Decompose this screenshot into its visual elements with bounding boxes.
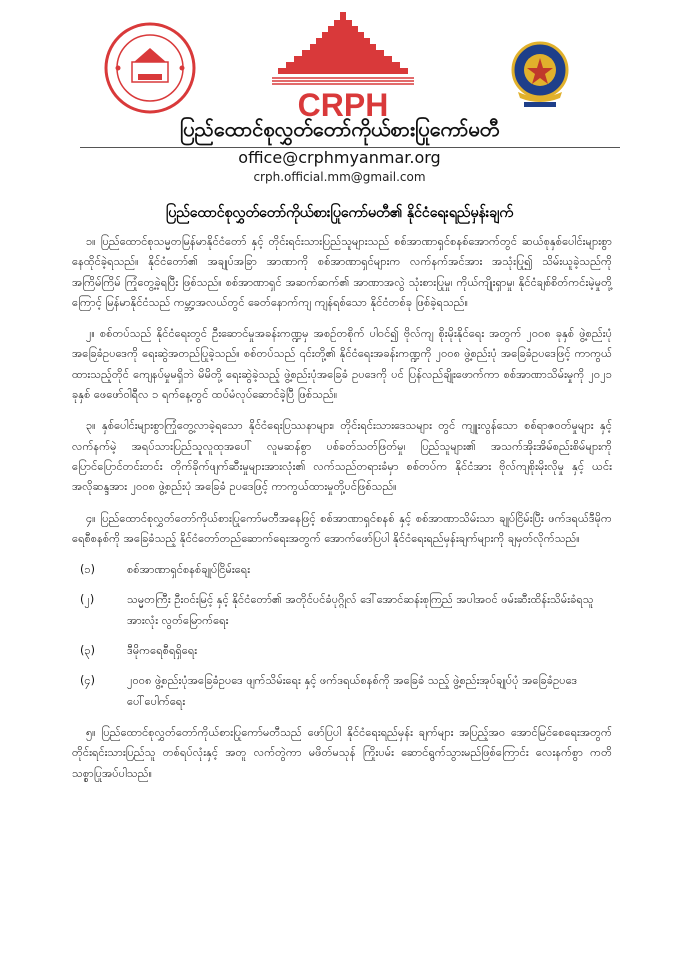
list-item-number: (၄) xyxy=(80,674,96,688)
list-item-number: (၃) xyxy=(80,644,96,658)
list-item xyxy=(72,590,612,631)
email-secondary[interactable]: crph.official.mm@gmail.com xyxy=(253,170,426,184)
paragraph-1: ၁။ ပြည်ထောင်စုသမ္မတမြန်မာနိုင်ငံတော် နှင့် တိုင်းရင်းသားပြည်သူများသည် စစ်အာဏာရှင်စနစ်အောက်တွင် ဆယ်စုနှစ်ပေါင်းများစွာ နေထိုင်ခဲ့ရသည်။ နိုင်ငံတော်၏ အချုပ်အခြာ အာဏာကို စစ်အာဏာရှင်များက လက်နက်အင်အား အသုံးပြု၍ သိမ်းယူခဲ့သည်ကို အကြိမ်ကြိမ် ကြုံတွေ့ခဲ့ရပြီး ဖြစ်သည်။ စစ်အာဏာရှင် အဆက်ဆက်၏ အာဏာအလွဲ သုံးစားပြုမှု၊ ကိုယ်ကျိုးရှာမှု၊ နိုင်ငံချစ်စိတ်ကင်းမဲ့မှုတို့ကြောင့် မြန်မာနိုင်ငံသည် ကမ္ဘာ့အလယ်တွင် ခေတ်နောက်ကျ ကျန်ရစ်သော နိုင်ငံတစ်ခု ဖြစ်ခဲ့ရသည်။ xyxy=(72,235,612,309)
paragraph-3: ၃။ နှစ်ပေါင်းများစွာကြုံတွေ့လာခဲ့ရသော နိုင်ငံရေးပြဿနာများ၊ တိုင်းရင်းသားဒေသများ တွင် ကျူးလွန်သော စစ်ရာဇဝတ်မှုများ နှင့် လက်နက်မဲ့ အရပ်သားပြည်သူလူထုအပေါ် လူမဆန်စွာ ပစ်ခတ်သတ်ဖြတ်မှု၊ ပြည်သူများ၏ အသက်အိုးအိမ်စည်းစိမ်များကို ပြောင်ပြောင်တင်းတင်း တိုက်ခိုက်ဖျက်ဆီးမှုများအားလုံး၏ လက်သည်တရားခံမှာ စစ်တပ်က နိုင်ငံအား ဗိုလ်ကျစိုးမိုးလိုမှု နှင့် ယင်းအလိုဆန္ဒအား ၂၀၀၈ ဖွဲ့စည်းပုံ အခြေခံ ဥပဒေဖြင့် ကာကွယ်ထားမှုတို့ပင်ဖြစ်သည်။ xyxy=(72,419,612,494)
document-heading: ပြည်ထောင်စုလွှတ်တော်ကိုယ်စားပြုကော်မတီ၏ နိုင်ငံရေးရည်မှန်းချက် xyxy=(165,205,514,221)
list-item-text: ဒီမိုကရေစီရရှိရေး xyxy=(127,644,198,658)
list-item-text: ၂၀၀၈ ဖွဲ့စည်းပုံအခြေခံဥပဒေ ဖျက်သိမ်းရေး နှင့် ဖက်ဒရယ်စနစ်ကို အခြေခံ သည့် ဖွဲ့စည်းအုပ်ချုပ်ပုံ အခြေခံဥပဒေ ပေါ်ပေါက်ရေး xyxy=(127,674,578,708)
list-item-number: (၁) xyxy=(80,563,96,577)
crph-seal-logo xyxy=(104,22,196,114)
list-item-text: စစ်အာဏာရှင်စနစ်ချုပ်ငြိမ်းရေး xyxy=(127,563,251,577)
letterhead-title: ပြည်ထောင်စုလွှတ်တော်ကိုယ်စားပြုကော်မတီ xyxy=(179,117,500,141)
list-item xyxy=(72,560,612,580)
objectives-list xyxy=(72,560,612,712)
paragraph-5: ၅။ ပြည်ထောင်စုလွှတ်တော်ကိုယ်စားပြုကော်မတီသည် ဖော်ပြပါ နိုင်ငံရေးရည်မှန်း ချက်များ အပြည့်အဝ အောင်မြင်စေရေးအတွက် တိုင်းရင်းသားပြည်သူ တစ်ရပ်လုံးနှင့် အတူ လက်တွဲကာ မဖိတ်မသုန် ကြိုးပမ်း ဆောင်ရွက်သွားမည်ဖြစ်ကြောင်း လေးနက်စွာ ကတိသစ္စာပြုအပ်ပါသည်။ xyxy=(72,725,612,780)
paragraph-2: ၂။ စစ်တပ်သည် နိုင်ငံရေးတွင် ဦးဆောင်မှုအခန်းကဏ္ဍမှ အစဉ်တစိုက် ပါဝင်၍ ဗိုလ်ကျ စိုးမိုးနိုင်ရေး အတွက် ၂၀၀၈ ခုနှစ် ဖွဲ့စည်းပုံအခြေခံဥပဒေကို ရေးဆွဲအတည်ပြုခဲ့သည်။ စစ်တပ်သည် ၎င်းတို့၏ နိုင်ငံရေးအခန်းကဏ္ဍကို ၂၀၀၈ ဖွဲ့စည်းပုံ အခြေခံဥပဒေဖြင့် ကာကွယ်ထားသည့်တိုင် ကျေနပ်မှုမရှိဘဲ မိမိတို့ ရေးဆွဲခဲ့သည့် ဖွဲ့စည်းပုံအခြေခံ ဥပဒေကို ပင် ပြန်လည်ချိုးဖောက်ကာ စစ်အာဏာသိမ်းမှုကို ၂၀၂၁ ခုနှစ် ဖေဖော်ဝါရီလ ၁ ရက်နေ့တွင် ထပ်မံလုပ်ဆောင်ခဲ့ပြီ ဖြစ်သည်။ xyxy=(72,327,612,402)
letterhead xyxy=(0,0,679,184)
list-item-text: သမ္မတကြီး ဦးဝင်းမြင့် နှင့် နိုင်ငံတော်၏ အတိုင်ပင်ခံပုဂ္ဂိုလ် ဒေါ်အောင်ဆန်းစုကြည် အပါအဝင် ဖမ်းဆီးထိန်းသိမ်းခံရသူအားလုံး လွတ်မြောက်ရေး xyxy=(127,593,594,627)
list-item xyxy=(72,641,612,661)
email-primary[interactable]: office@crphmyanmar.org xyxy=(238,148,441,167)
paragraph-4: ၄။ ပြည်ထောင်စုလွှတ်တော်ကိုယ်စားပြုကော်မတီအနေဖြင့် စစ်အာဏာရှင်စနစ် နှင့် စစ်အာဏာသိမ်းသာ ချုပ်ငြိမ်းပြီး ဖက်ဒရယ်ဒီမိုကရေစီစနစ်ကို အခြေခံသည့် နိုင်ငံတော်တည်ဆောက်ရေးအတွက် အောက်ဖော်ပြပါ နိုင်ငံရေးရည်မှန်းချက်များကို ချမှတ်လိုက်သည်။ xyxy=(72,511,612,545)
list-item-number: (၂) xyxy=(80,593,95,607)
crph-building-logo xyxy=(268,8,418,128)
crph-logo-text: CRPH xyxy=(297,87,389,123)
document-body xyxy=(72,232,612,795)
list-item xyxy=(72,671,612,712)
state-emblem-logo xyxy=(510,40,570,110)
